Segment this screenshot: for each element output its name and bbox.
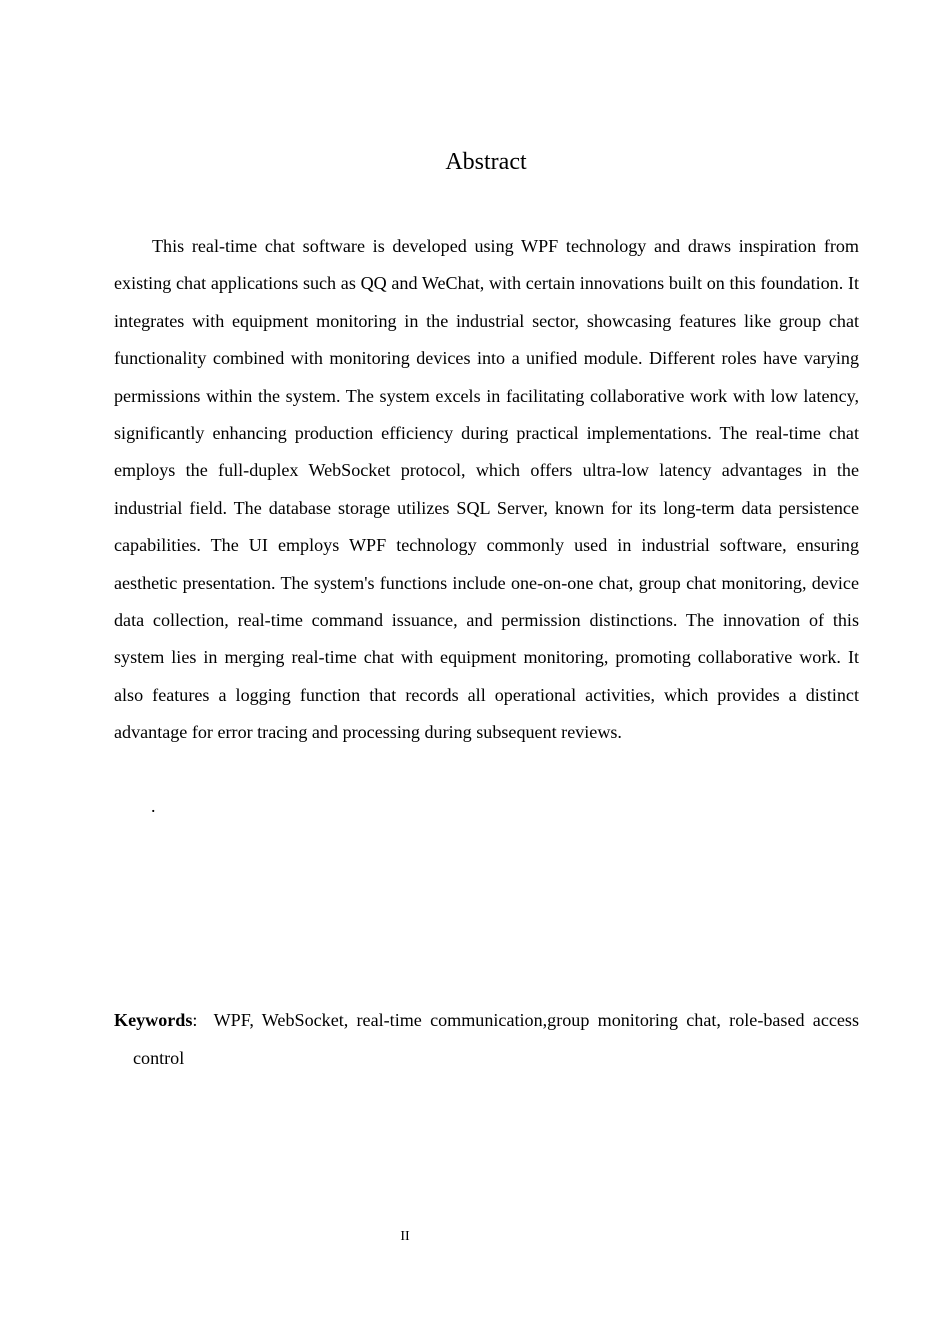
abstract-body: This real-time chat software is developed using WPF technology and draws inspiration from existing chat applications such as QQ and WeChat, with certain innovations built on this foundation. It integrates with equipment monitoring in the industrial sector, showcasing features like group chat functionality combined with monitoring devices into a unified module. Different roles have varying permissions within the system. The system excels in facilitating collaborative work with low latency, significantly enhancing production efficiency during practical implementations. The real-time chat employs the full-duplex WebSocket protocol, which offers ultra-low latency advantages in the industrial field. The database storage utilizes SQL Server, known for its long-term data persistence capabilities. The UI employs WPF technology commonly used in industrial software, ensuring aesthetic presentation. The system's functions include one-on-one chat, group chat monitoring, device data collection, real-time command issuance, and permission distinctions. The innovation of this system lies in merging real-time chat with equipment monitoring, promoting collaborative work. It also features a logging function that records all operational activities, which provides a distinct advantage for error tracing and processing during subsequent reviews. <box>114 236 859 743</box>
page-number: II <box>400 1229 410 1244</box>
keywords-paragraph <box>114 1002 859 1077</box>
keywords-separator: : <box>192 1010 198 1030</box>
stray-period: . <box>151 796 156 816</box>
keywords-label: Keywords <box>114 1010 193 1030</box>
keywords-text: WPF, WebSocket, real-time communication,group monitoring chat, role-based access control <box>133 1010 859 1068</box>
abstract-title: Abstract <box>445 149 527 175</box>
